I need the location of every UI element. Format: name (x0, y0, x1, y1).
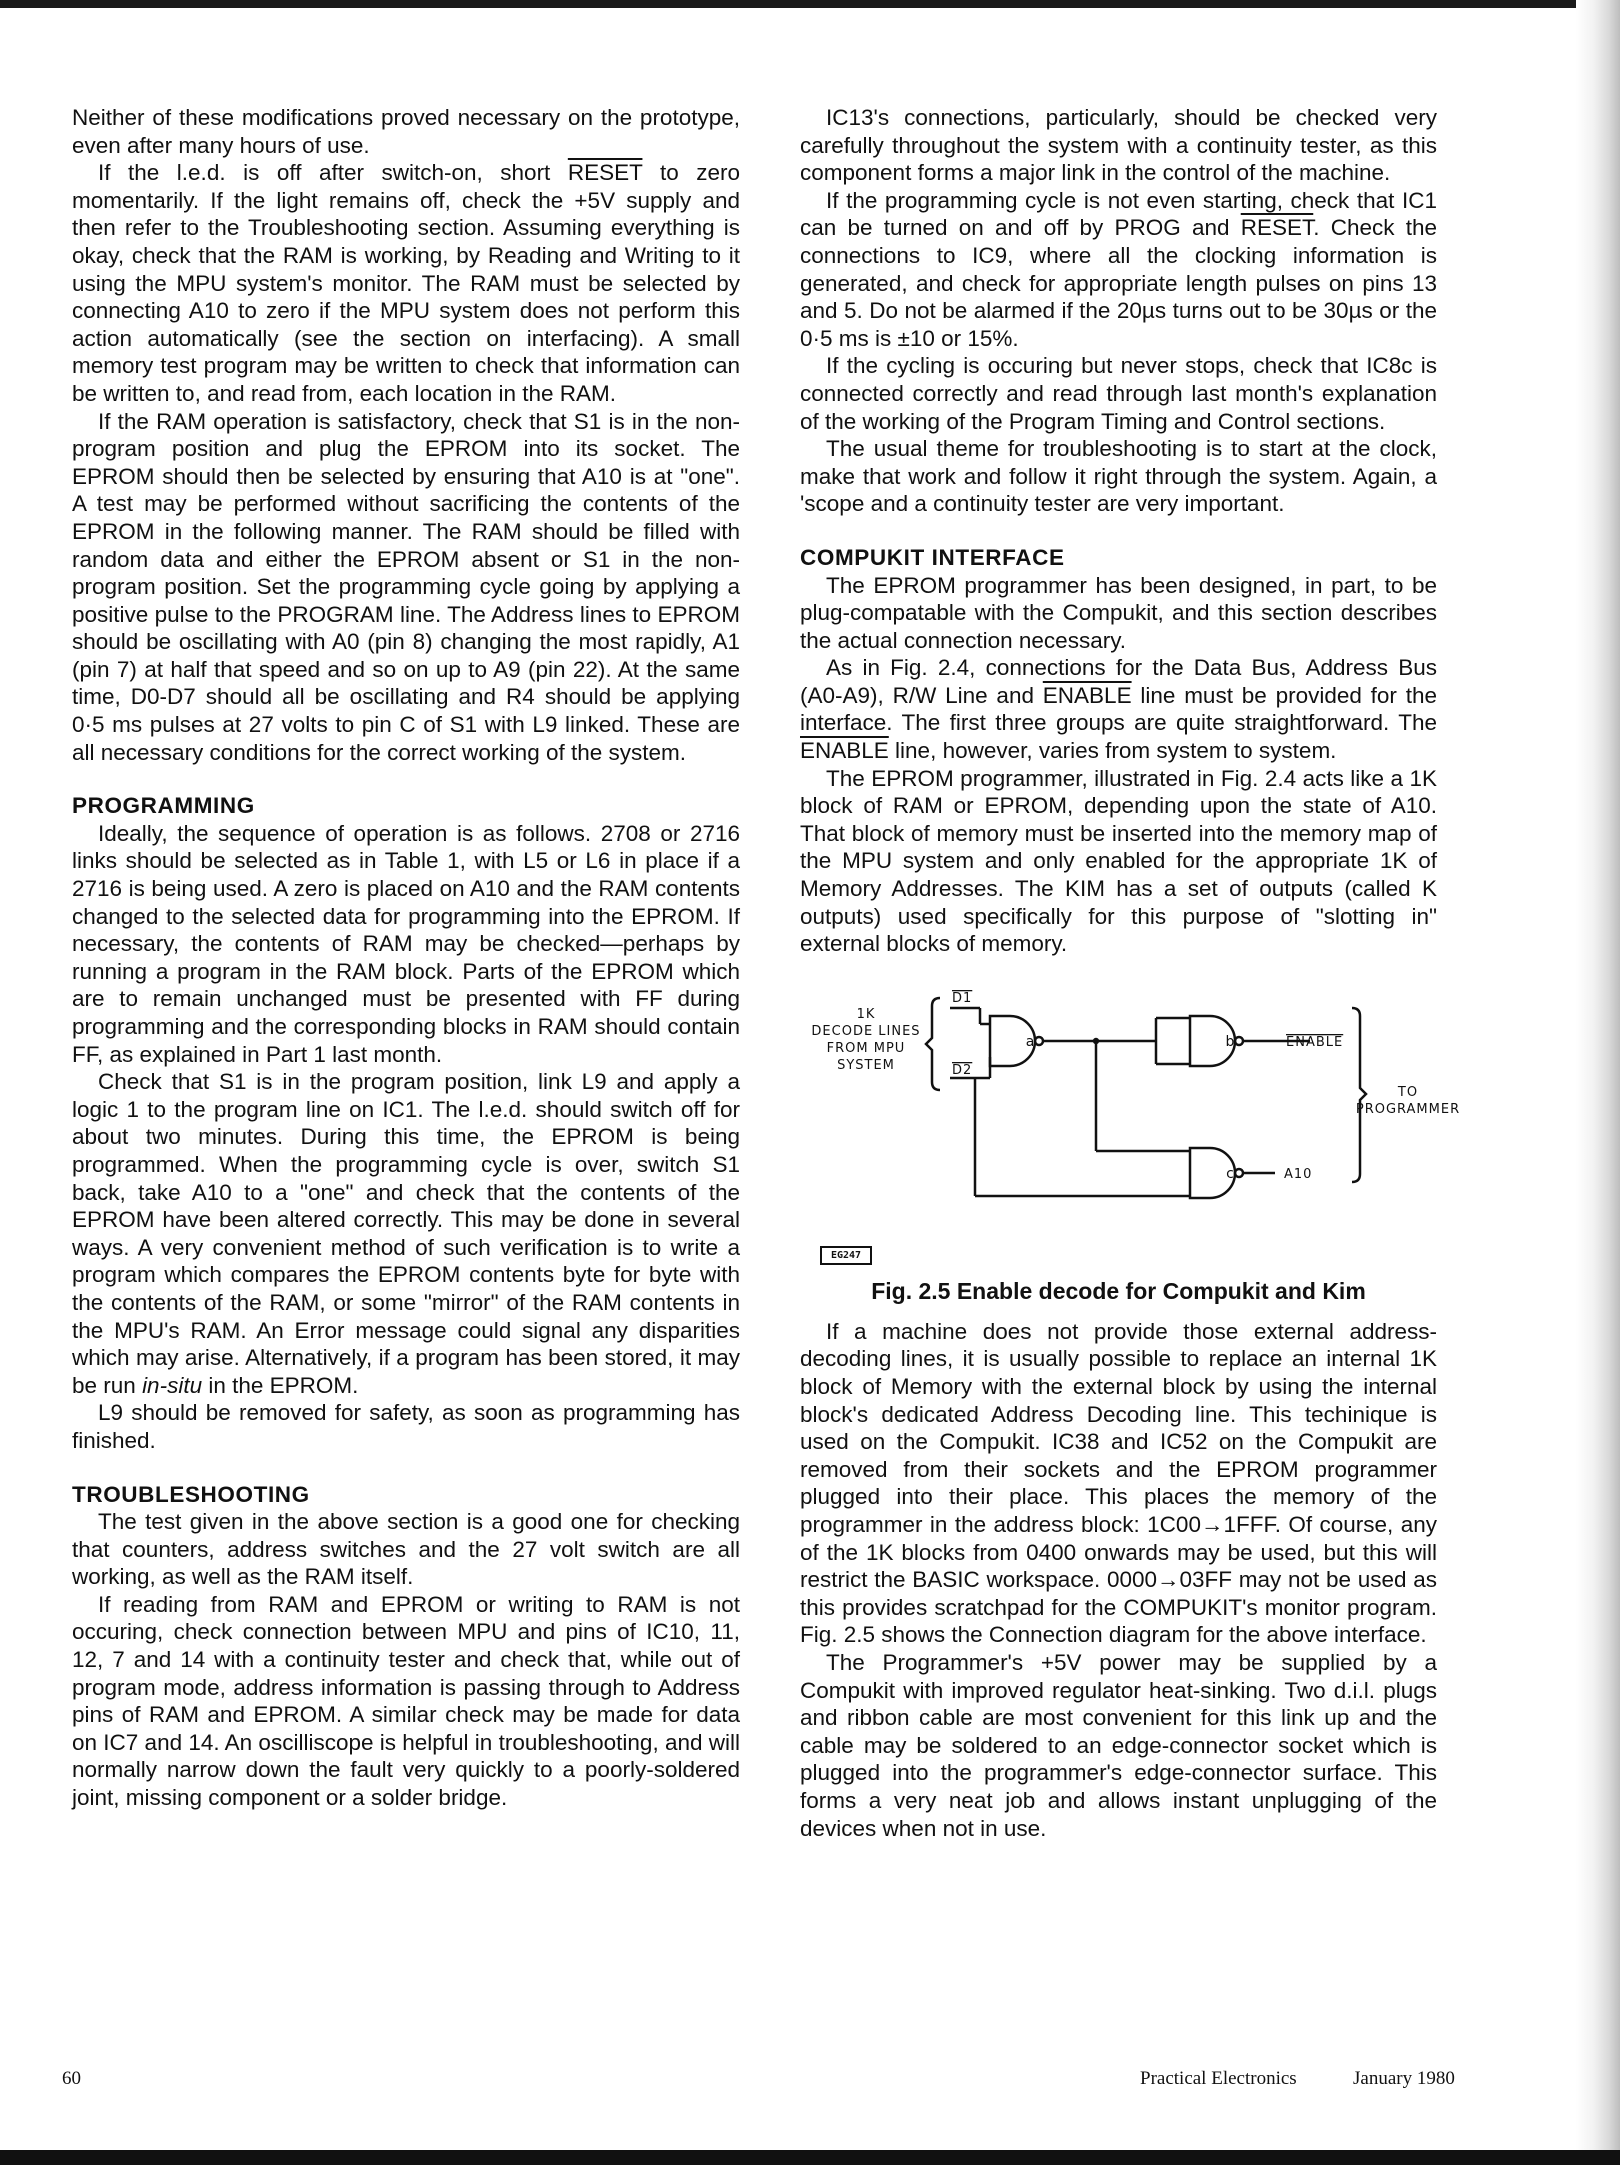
issue-date: January 1980 (1353, 2068, 1455, 2089)
left-column (72, 104, 740, 1812)
paragraph: The usual theme for troubleshooting is to start at the clock, make that work and follow it right through the system. Again, a 'scope and a continuity tester are very important. (800, 436, 1437, 517)
label-a10: A10 (1284, 1166, 1313, 1182)
reset-signal: RESET (567, 160, 643, 186)
label-d2: D2 (952, 1062, 973, 1078)
paragraph: If the RAM operation is satisfactory, check that S1 is in the non-program position and plug the EPROM into its socket. The EPROM should then be selected by ensuring that A10 is at "one". A test may be performed without sacrificing the contents of the EPROM in the following manner. The RAM should be filled with random data and either the EPROM absent or S1 in the non-program position. Set the programming cycle going by applying a positive pulse to the PROGRAM line. The Address lines to EPROM should be oscillating with A0 (pin 8) changing the most rapidly, A1 (pin 7) at half that speed and so on up to A9 (pin 22). At the same time, D0-D7 should all be oscillating and R4 should be applying 0·5 ms pulses at 27 volts to pin C of S1 with L9 linked. These are all necessary conditions for the correct working of the system. (72, 408, 740, 765)
page-number: 60 (62, 2068, 81, 2089)
paragraph (800, 187, 1437, 353)
label-1k: 1K (856, 1006, 876, 1022)
paragraph: If a machine does not provide those external address-decoding lines, it is usually possible to replace an internal 1K block of Memory with the external block by using the internal block's dedicated Address Decoding line. This techinique is used on the Compukit. IC38 and IC52 on the Compukit are removed from their sockets and the EPROM programmer plugged into their place. This places the memory of the programmer in the address block: 1C00→1FFF. Of course, any of the 1K blocks from 0400 onwards may be used, but this will restrict the BASIC workspace. 0000→03FF may not be used as this provides scratchpad for the COMPUKIT's monitor program. Fig. 2.5 shows the Connection diagram for the above interface. (800, 1318, 1437, 1648)
right-column (800, 104, 1461, 1842)
paragraph: If the cycling is occuring but never stops, check that IC8c is connected correctly and read through last month's explanation of the working of the Program Timing and Control sections. (800, 353, 1437, 434)
section-heading-programming: PROGRAMMING (72, 793, 255, 819)
paragraph: The Programmer's +5V power may be supplied by a Compukit with improved regulator heat-sinking. Two d.i.l. plugs and ribbon cable are most convenient for this link up and the cable may be soldered to an edge-connector socket which is plugged into the programmer's edge-connector surface. This forms a very neat job and allows instant unplugging of the devices when not in use. (800, 1649, 1437, 1841)
paragraph: If reading from RAM and EPROM or writing to RAM is not occuring, check connection between MPU and pins of IC10, 11, 12, 7 and 14 with a continuity tester and check that, while out of program mode, address information is passing through to Address pins of RAM and EPROM. A similar check may be made for data on IC7 and 14. An oscilliscope is helpful in troubleshooting, and will normally narrow down the fault very quickly to a poorly-soldered joint, missing component or a solder bridge. (72, 1591, 740, 1811)
label-to: TO (1397, 1084, 1419, 1100)
enable-decode-diagram (800, 978, 1461, 1278)
figure-2-5 (800, 978, 1461, 1318)
text-run: If the programming cycle is not even starting, check that IC1 can be turned on and off by PROG and (800, 187, 1437, 241)
text-run: in the EPROM. (202, 1372, 359, 1398)
figure-tag: EG247 (820, 1246, 872, 1265)
label-from-mpu: FROM MPU (826, 1040, 906, 1056)
label-d1: D1 (952, 990, 973, 1006)
italic-text: in-situ (142, 1372, 203, 1398)
paragraph: The test given in the above section is a good one for checking that counters, address switches and the 27 volt switch are all working, as well as the RAM itself. (72, 1509, 740, 1590)
paragraph (72, 1068, 740, 1399)
gate-b-label: b (1225, 1033, 1235, 1050)
label-decode-lines: DECODE LINES (811, 1023, 921, 1039)
text-run: As in Fig. 2.4, connections for the Data Bus, Address Bus (A0-A9), R/W Line and (800, 655, 1437, 708)
section-heading-troubleshooting: TROUBLESHOOTING (72, 1481, 310, 1507)
label-programmer: PROGRAMMER (1355, 1101, 1461, 1117)
text-run: If the l.e.d. is off after switch-on, short (98, 160, 568, 186)
magazine-name: Practical Electronics (1140, 2068, 1297, 2089)
text-run: line, however, varies from system to system. (888, 738, 1337, 764)
label-enable: ENABLE (1286, 1034, 1344, 1050)
text-run: line must be provided for the interface. The first three groups are quite straightforward. The (800, 682, 1438, 736)
paragraph: Ideally, the sequence of operation is as follows. 2708 or 2716 links should be selected as in Table 1, with L5 or L6 in place if a 2716 is being used. A zero is placed on A10 and the RAM contents changed to the selected data for programming into the EPROM. If necessary, the contents of RAM may be checked—perhaps by running a program in the RAM block. Parts of the EPROM which are to remain unchanged must be presented with FF during programming and the corresponding blocks in RAM should contain FF, as explained in Part 1 last month. (72, 820, 740, 1067)
paragraph (800, 654, 1437, 764)
scan-page-edge (1576, 0, 1620, 2150)
enable-signal: ENABLE (800, 738, 889, 764)
paragraph: L9 should be removed for safety, as soon as programming has finished. (72, 1400, 740, 1453)
text-run: . Check the connections to IC9, where all the clocking information is generated, and check for appropriate length pulses on pins 13 and 5. Do not be alarmed if the 20µs turns out to be 30µs or the 0·5 ms is ±10 or 15%. (800, 215, 1437, 351)
scan-top-border (0, 0, 1620, 8)
section-heading-compukit-interface: COMPUKIT INTERFACE (800, 544, 1065, 570)
paragraph: Neither of these modifications proved necessary on the prototype, even after many hours of use. (72, 105, 740, 158)
label-system: SYSTEM (837, 1057, 895, 1073)
scan-bottom-border (0, 2150, 1620, 2165)
paragraph: The EPROM programmer has been designed, in part, to be plug-compatable with the Compukit, and this section describes the actual connection necessary. (800, 572, 1437, 653)
paragraph: The EPROM programmer, illustrated in Fig. 2.4 acts like a 1K block of RAM or EPROM, depending upon the state of A10. That block of memory must be inserted into the memory map of the MPU system and only enabled for the appropriate 1K of Memory Addresses. The KIM has a set of outputs (called K outputs) used specifically for this purpose of "slotting in" external blocks of memory. (800, 765, 1437, 957)
text-run: to zero momentarily. If the light remains off, check the +5V supply and then refer to the Troubleshooting section. Assuming everything is okay, check that the RAM is working, by Reading and Writing to it using the MPU system's monitor. The RAM must be selected by connecting A10 to zero if the MPU system does not perform this action automatically (see the section on interfacing). A small memory test program may be written to check that information can be written to, and read from, each location in the RAM. (72, 160, 740, 406)
paragraph (72, 159, 740, 407)
gate-c-label: c (1226, 1165, 1234, 1182)
text-run: Check that S1 is in the program position, link L9 and apply a logic 1 to the program line on IC1. The l.e.d. should switch off for about two minutes. During this time, the EPROM is being programmed. When the programming cycle is over, switch S1 back, take A10 to a "one" and check that the contents of the EPROM have been altered correctly. This may be done in several ways. A very convenient method of such verification is to write a program which compares the EPROM contents byte for byte with the contents of the RAM, or some "mirror" of the RAM contents in the MPU's RAM. An Error message could signal any disparities which may arise. Alternatively, if a program has been stored, it may be run (72, 1069, 740, 1398)
gate-a-label: a (1025, 1033, 1035, 1050)
figure-caption: Fig. 2.5 Enable decode for Compukit and Kim (871, 1277, 1366, 1304)
reset-signal: RESET (1240, 215, 1314, 241)
enable-signal: ENABLE (1042, 682, 1132, 708)
paragraph: IC13's connections, particularly, should be checked very carefully throughout the system with a continuity tester, as this component forms a major link in the control of the machine. (800, 105, 1437, 186)
